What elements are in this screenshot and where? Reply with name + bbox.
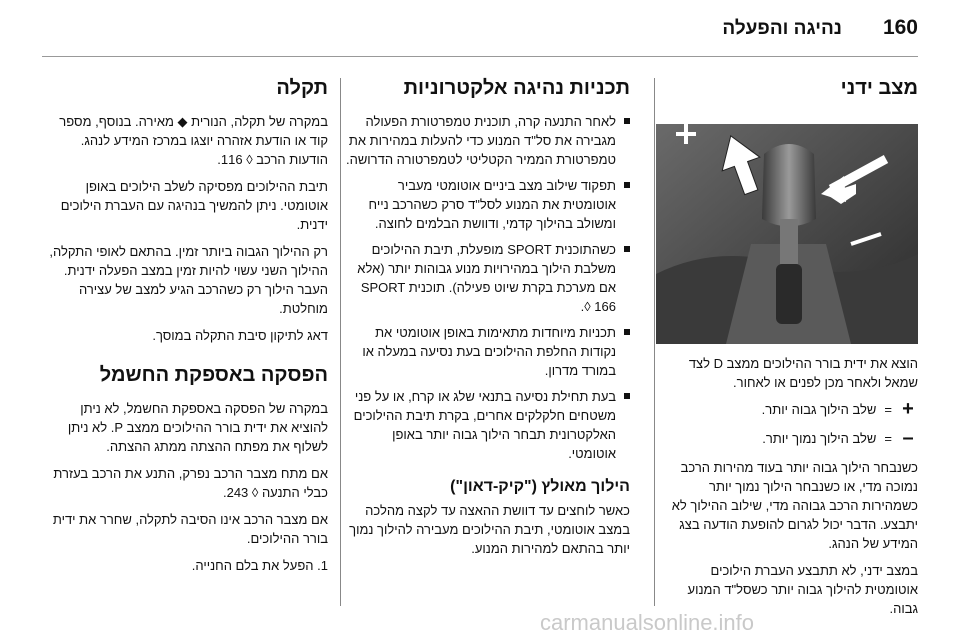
step-number: 1.: [317, 558, 328, 573]
fault-paragraph-2: תיבת ההילוכים מפסיקה לשלב הילוכים באופן אוטומטי. ניתן להמשיך בנהיגה עם העברת הילוכים ידנית.: [60, 179, 328, 232]
section-title-fault: תקלה: [276, 77, 328, 99]
page-reference-link[interactable]: 166 ◊.: [580, 299, 616, 314]
power-paragraph-2: אם מתח מצבר הרכב נפרק, התנע את הרכב בעזרת כבלי התנעה ◊ 243.: [53, 466, 328, 500]
column-divider: [654, 78, 655, 606]
program-bullet-5: בעת תחילת נסיעה בתנאי שלג או קרח, או על פני משטחים חלקלקים אחרים, בקרת תיבת ההילוכים האלקטרונית תבחר הילוך גבוה יותר באופן אוטומטי.: [345, 387, 630, 463]
key-row-minus: [656, 429, 918, 448]
column-manual-mode: [656, 76, 918, 626]
equals-sign: =: [884, 402, 892, 417]
fault-paragraph-1: במקרה של תקלה, הנורית ◆ מאירה. בנוסף, מספר קוד או הודעת אזהרה יוצגו במרכז המידע לנהג. הודעות הרכב ◊ 116.: [59, 114, 328, 167]
chapter-title: נהיגה והפעלה: [722, 18, 842, 39]
program-bullet-3-text: כשהתוכנית SPORT מופעלת, תיבת ההילוכים משלבת הילוך במהירויות מנוע גבוהות יותר (אלא אם מערכת בקרת שיוט פעילה). תוכנית SPORT: [357, 242, 616, 295]
section-title-power-outage: הפסקה באספקת החשמל: [99, 364, 328, 386]
kickdown-title: הילוך מאולץ ("קיק-דאון"): [450, 478, 630, 495]
section-title-electronic-programs: תכניות נהיגה אלקטרוניות: [403, 77, 630, 99]
program-bullet-3: [345, 240, 630, 316]
header-divider: [42, 56, 918, 57]
manual-mode-intro: הוצא את ידית בורר ההילוכים ממצב D לצד שמאל ולאחר מכן לפנים או לאחור.: [688, 356, 918, 390]
column-fault: [43, 76, 328, 583]
program-bullet-2: תפקוד שילוב מצב ביניים אוטומטי מעביר אוטומטית את המנוע לסל"ד סרק כשהרכב נייח ומשולב בהילוך קדמי, ודוושת הבלמים לחוצה.: [345, 176, 630, 233]
manual-mode-paragraph-2: במצב ידני, לא תתבצע העברת הילוכים אוטומטית להילוך גבוה יותר כשסל"ד המנוע גבוה.: [687, 563, 918, 616]
power-paragraph-1: במקרה של הפסקה באספקת החשמל, לא ניתן להוציא את ידית בורר ההילוכים ממצב P. לא ניתן לשלוף את מפתח ההצתה ממתג ההצתה.: [67, 401, 328, 454]
minus-symbol: –: [902, 427, 914, 449]
plus-description: שלב הילוך גבוה יותר.: [761, 402, 877, 417]
fault-paragraph-3: רק ההילוך הגבוה ביותר זמין. בהתאם לאופי התקלה, ההילוך השני עשוי להיות זמין במצב הפעלה ידנית. העבר הילוך רק כשהרכב הגיע למצב של עצירה מוחלטת.: [49, 244, 328, 316]
manual-mode-paragraph-1: כשנבחר הילוך גבוה יותר בעוד מהירות הרכב נמוכה מדי, או כשנבחר הילוך נמוך יותר כשמהירות הרכב גבוהה מדי, שילוב ההילוך לא יתבצע. הדבר יכול לגרום להופעת הודעה בצג המידע של הנהג.: [671, 460, 918, 551]
program-bullet-4: תכניות מיוחדות מתאימות באופן אוטומטי את נקודות החלפת ההילוכים בעת נסיעה במעלה או במורד מדרון.: [345, 323, 630, 380]
power-paragraph-3: אם מצבר הרכב אינו הסיבה לתקלה, שחרר את ידית בורר ההילוכים.: [52, 512, 328, 546]
column-divider: [340, 78, 341, 606]
fault-paragraph-4: דאג לתיקון סיבת התקלה במוסך.: [152, 328, 328, 343]
plus-symbol: +: [902, 398, 914, 420]
minus-description: שלב הילוך נמוך יותר.: [762, 431, 877, 446]
page-header: [0, 0, 960, 62]
section-title-manual-mode: מצב ידני: [840, 77, 918, 99]
gear-selector-illustration: [656, 124, 918, 344]
equals-sign: =: [884, 431, 892, 446]
column-electronic-programs: [345, 76, 630, 566]
page-number: 160: [882, 16, 918, 39]
step-text: הפעל את בלם החנייה.: [191, 558, 314, 573]
watermark: carmanualsonline.info: [540, 610, 755, 635]
kickdown-text: כאשר לוחצים עד דוושת ההאצה עד לקצה מהלכה במצב אוטומטי, תיבת ההילוכים מעבירה להילוך נמוך יותר בהתאם למהירות המנוע.: [349, 503, 630, 556]
gear-selector-photo: [656, 124, 918, 344]
program-bullet-1: לאחר התנעה קרה, תוכנית טמפרטורת הפעולה מגבירה את סל"ד המנוע כדי להעלות במהירות את טמפרטורת הממיר הקטליטי לטמפרטורה הדרושה.: [345, 112, 630, 169]
key-row-plus: [656, 400, 918, 419]
step-1: [43, 556, 328, 575]
